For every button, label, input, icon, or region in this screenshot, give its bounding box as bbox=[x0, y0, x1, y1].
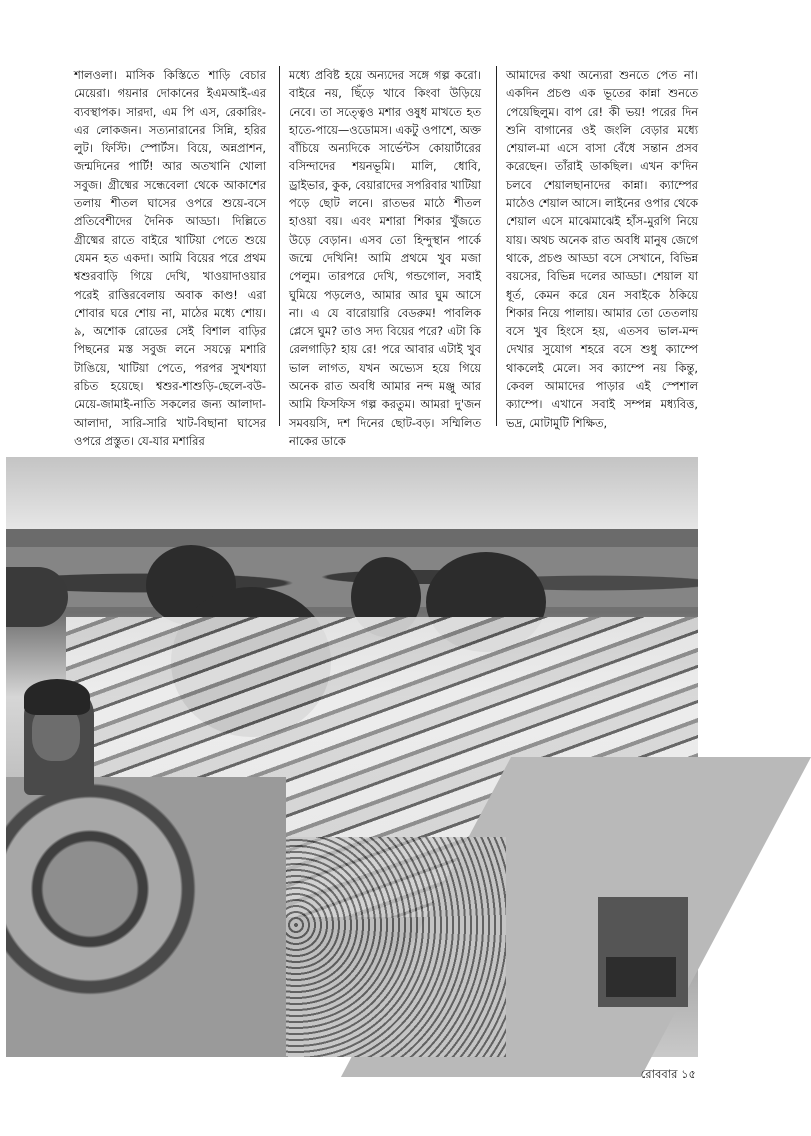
photo-truck-cab bbox=[606, 957, 676, 997]
column-3-paragraph: আমাদের কথা অন্যেরা শুনতে পেত না। একদিন প্রচণ্ড এক ভূতের কান্না শুনতে পেয়েছিলুম। বাপ রে! কী ভয়! পরের দিন শুনি বাগানের ওই জংলি বেড়ার মধ্যে শেয়াল-মা এসে বাসা বেঁধে সন্তান প্রসব করেছেন। তাঁরাই ডাকছিল। এখন ক'দিন চলবে শেয়ালছানাদের কান্না। ক্যাম্পের মাঠেও শেয়াল আসে। লাইনের ওপার থেকে শেয়াল এসে মাঝেমাঝেই হাঁস-মুরগি নিয়ে যায়। অথচ অনেক রাত অবধি মানুষ জেগে থাকে, প্রচণ্ড আড্ডা বসে সেখানে, বিভিন্ন বয়সের, বিভিন্ন দলের আড্ডা। শেয়াল যা ধূর্ত, কেমন করে যেন সবাইকে ঠকিয়ে শিকার নিয়ে পালায়। আমার তো তেতলায় বসে খুব হিংসে হয়, এতসব ভাল-মন্দ দেখার সুযোগ শহরে বসে শুধু ক্যাম্পে থাকলেই মেলে। সব ক্যাম্পে নয় কিন্তু, কেবল আমাদের পাড়ার এই স্পেশাল ক্যাম্পে। এখানে সবাই সম্পন্ন মধ্যবিত্ত, ভদ্র, মোটামুটি শিক্ষিত, bbox=[506, 68, 698, 430]
photo-sky bbox=[6, 457, 698, 529]
photo-rocks bbox=[6, 777, 286, 1057]
page-footer: রোববার ১৫ bbox=[640, 1067, 696, 1081]
article-text bbox=[74, 66, 698, 448]
column-rule-1 bbox=[279, 66, 280, 426]
photo-arm bbox=[6, 567, 68, 627]
text-column-1 bbox=[74, 66, 266, 448]
text-column-3 bbox=[506, 66, 698, 432]
column-rule-2 bbox=[496, 66, 497, 426]
photo-turban bbox=[24, 679, 90, 715]
column-1-paragraph: শালওলা। মাসিক কিস্তিতে শাড়ি বেচার মেয়েরা। গয়নার দোকানের ইএমআই-এর ব্যবস্থাপক। সারদা, এম পি এস, রেকারিং-এর লোকজন। সত্যনারানের সিন্নি, হরির লুট। ফিস্টি। স্পোর্টস। বিয়ে, অন্নপ্রাশন, জন্মদিনের পার্টি! আর অতখানি খোলা সবুজ। গ্রীষ্মের সন্ধেবেলা থেকে আকাশের তলায় শীতল ঘাসের ওপরে শুয়ে-বসে প্রতিবেশীদের দৈনিক আড্ডা। দিল্লিতে গ্রীষ্মের রাতে বাইরে খাটিয়া পেতে শুয়ে যেমন হত একদা। আমি বিয়ের পরে প্রথম শ্বশুরবাড়ি গিয়ে দেখি, খাওয়াদাওয়ার পরেই রাত্তিরবেলায় অবাক কাণ্ড! এরা শোবার ঘরে শোয় না, মাঠের মধ্যে শোয়। ৯, অশোক রোডের সেই বিশাল বাড়ির পিছনের মস্ত সবুজ লনে সযত্নে মশারি টাঙিয়ে, খাটিয়া পেতে, পরপর সুখশয্যা রচিত হয়েছে। শ্বশুর-শাশুড়ি-ছেলে-বউ-মেয়ে-জামাই-নাতি সকলের জন্য আলাদা-আলাদা, সারি-সারি খাট-বিছানা ঘাসের ওপরে প্রস্তুত। যে-যার মশারির bbox=[74, 68, 266, 448]
column-2-paragraph: মধ্যে প্রবিষ্ট হয়ে অন্যদের সঙ্গে গল্প করো। বাইরে নয়, ছিঁড়ে খাবে কিংবা উড়িয়ে নেবে। তা সত্ত্বেও মশার ওষুধ মাখতে হত হাতে-পায়ে—ওডোমস। একটু ওপাশে, অক্ত বাঁচিয়ে অন্যদিকে সার্ভেন্টস কোয়ার্টারের বসিন্দাদের শয়নভূমি। মালি, ধোবি, ড্রাইভার, কুক, বেয়ারাদের সপরিবার খাটিয়া পড়ে ছোট লনে। রাতভর মাঠে শীতল হাওয়া বয়। এবং মশারা শিকার খুঁজতে উড়ে বেড়ান। এসব তো হিন্দুস্থান পার্কে জন্মে দেখিনি! আমি প্রথমে খুব মজা পেলুম। তারপরে দেখি, গন্ডগোল, সবাই ঘুমিয়ে পড়লেও, আমার আর ঘুম আসে না। এ যে বারোয়ারি বেডরুম! পাবলিক প্লেসে ঘুম? তাও সদ্য বিয়ের পরে? এটা কি রেলগাড়ি? হায় রে! পরে আবার এটাই খুব ভাল লাগত, যখন অভ্যেস হয়ে গিয়ে অনেক রাত অবধি আমার নন্দ মঞ্জু আর আমি ফিসফিস গল্প করতুম। আমরা দু'জন সমবয়সি, দশ দিনের ছোট-বড়। সম্মিলিত নাকের ডাকে bbox=[289, 68, 481, 448]
photo-horizon bbox=[6, 529, 698, 549]
refugee-camp-photo bbox=[6, 457, 698, 1057]
text-column-2 bbox=[289, 66, 481, 448]
